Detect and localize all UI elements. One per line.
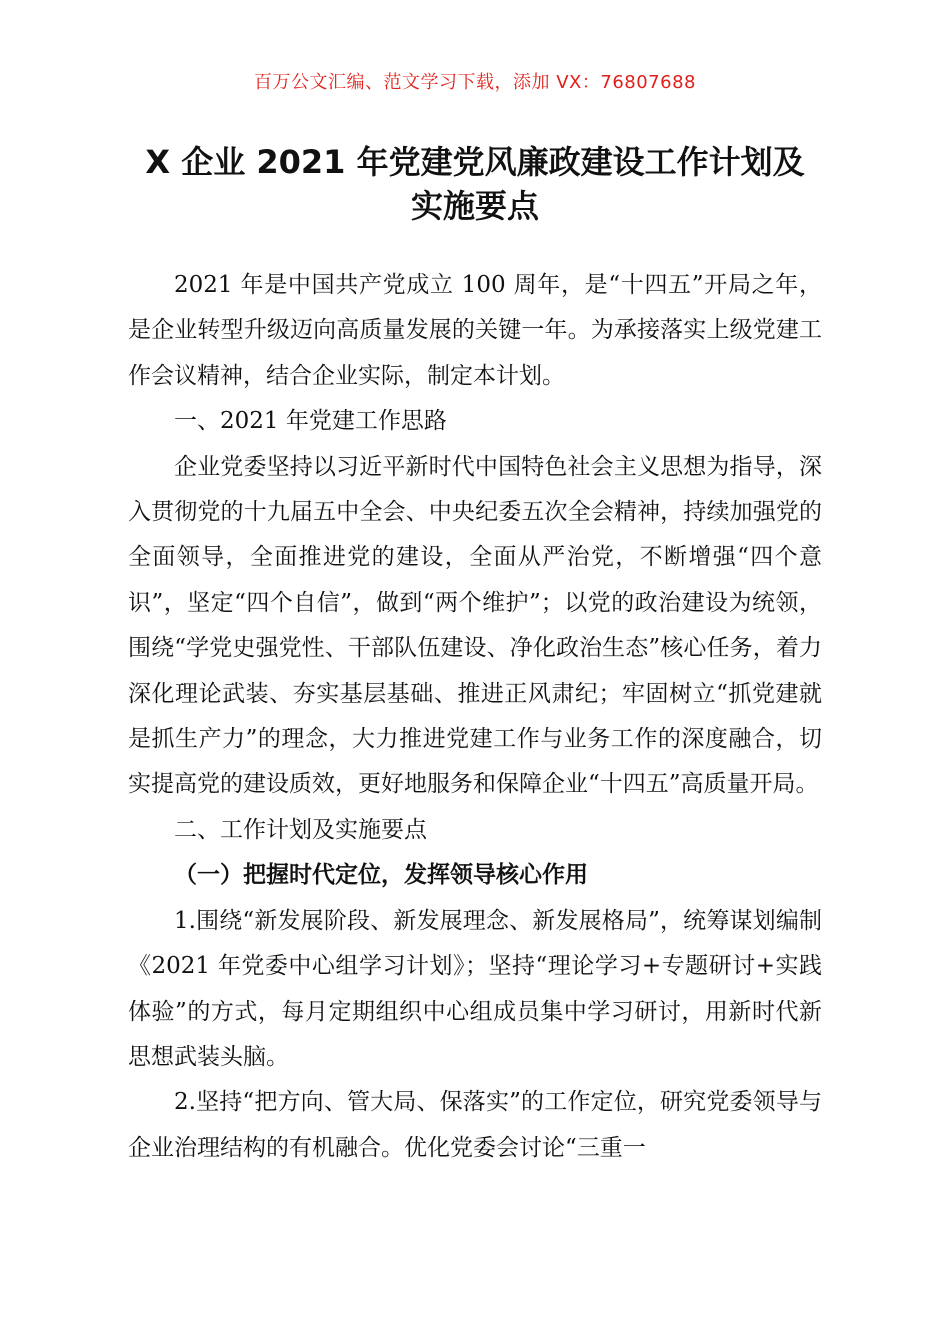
- title-line-2: 实施要点: [410, 187, 539, 225]
- section-heading-1: 一、2021 年党建工作思路: [174, 408, 447, 435]
- section-1-paragraph: 企业党委坚持以习近平新时代中国特色社会主义思想为指导，深入贯彻党的十九届五中全会、中央纪委五次全会精神，持续加强党的全面领导，全面推进党的建设，全面从严治党，不断增强“四个意识”，坚定“四个自信”，做到“两个维护”；以党的政治建设为统领，围绕“学党史强党性、干部队伍建设、净化政治生态”核心任务，着力深化理论武装、夯实基层基础、推进正风肃纪；牢固树立“抓党建就是抓生产力”的理念，大力推进党建工作与业务工作的深度融合，切实提高党的建设质效，更好地服务和保障企业“十四五”高质量开局。: [128, 453, 822, 798]
- title-line-1: X 企业 2021 年党建党风廉政建设工作计划及: [145, 143, 805, 181]
- item-1-paragraph: 1.围绕“新发展阶段、新发展理念、新发展格局”，统筹谋划编制《2021 年党委中心组学习计划》；坚持“理论学习+专题研讨+实践体验”的方式，每月定期组织中心组成员集中学习研讨，用新时代新思想武装头脑。: [128, 907, 822, 1070]
- document-body: [128, 263, 822, 1171]
- document-title: [120, 140, 830, 228]
- section-heading-2: 二、工作计划及实施要点: [174, 816, 427, 843]
- intro-paragraph: 2021 年是中国共产党成立 100 周年，是“十四五”开局之年，是企业转型升级迈向高质量发展的关键一年。为承接落实上级党建工作会议精神，结合企业实际，制定本计划。: [128, 272, 822, 389]
- item-2-paragraph: 2.坚持“把方向、管大局、保落实”的工作定位，研究党委领导与企业治理结构的有机融合。优化党委会讨论“三重一: [128, 1089, 822, 1161]
- header-watermark-note: 百万公文汇编、范文学习下载，添加 VX：76807688: [254, 72, 696, 93]
- subsection-heading-1: （一）把握时代定位，发挥领导核心作用: [174, 862, 588, 889]
